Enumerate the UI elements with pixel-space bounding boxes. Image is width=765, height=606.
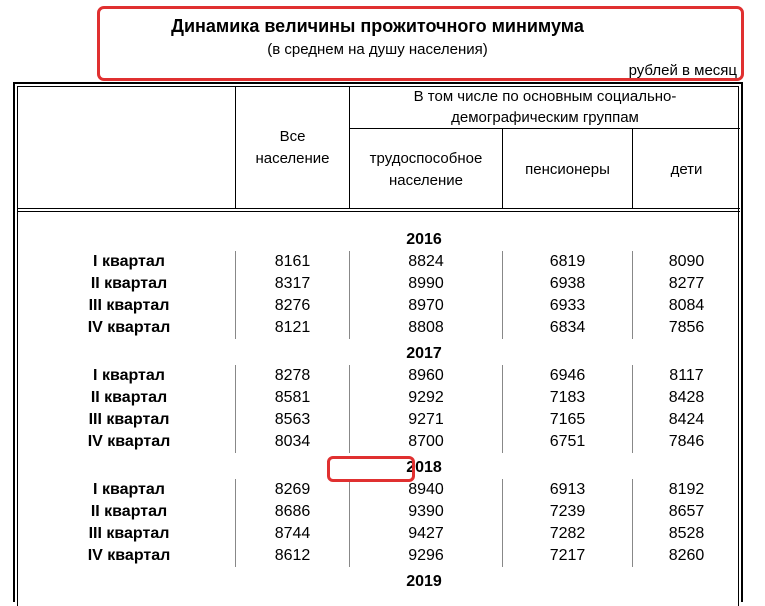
cell-children: 7856	[668, 319, 705, 336]
cell-children: 7846	[668, 433, 705, 450]
row-label: II квартал	[90, 389, 168, 406]
col-header-children: дети	[670, 161, 703, 178]
cell-all: 8269	[274, 481, 311, 498]
row-label: III квартал	[88, 297, 170, 314]
cell-children: 8657	[668, 503, 705, 520]
body-col-divider	[349, 479, 350, 567]
cell-pensioners: 6834	[549, 319, 586, 336]
row-label: I квартал	[93, 481, 165, 498]
year-heading: 2016	[406, 231, 442, 248]
cell-children: 8277	[668, 275, 705, 292]
header-bottom-line-2	[17, 211, 740, 212]
col-header-working-line1: трудоспособное	[369, 150, 483, 167]
cell-all: 8317	[274, 275, 311, 292]
row-label: II квартал	[90, 275, 168, 292]
col-header-all-line2: население	[255, 150, 330, 167]
body-col-divider	[502, 251, 503, 339]
cell-pensioners: 6938	[549, 275, 586, 292]
body-col-divider	[235, 251, 236, 339]
col-header-working	[350, 148, 502, 192]
cell-children: 8084	[668, 297, 705, 314]
cell-working: 8990	[408, 275, 444, 292]
cell-all: 8581	[274, 389, 311, 406]
table-subtitle: (в среднем на душу населения)	[267, 41, 488, 58]
year-heading: 2017	[406, 345, 442, 362]
cell-pensioners: 7183	[549, 389, 586, 406]
cell-children: 8117	[669, 367, 704, 384]
body-col-divider	[502, 365, 503, 453]
cell-working: 9390	[408, 503, 444, 520]
cell-pensioners: 6933	[549, 297, 586, 314]
year-heading: 2018	[406, 459, 442, 476]
row-label: II квартал	[90, 503, 168, 520]
col-header-groups-line2: демографическим группам	[451, 109, 639, 126]
body-col-divider	[632, 251, 633, 339]
col-header-working-line2: население	[388, 172, 464, 189]
cell-working: 9427	[408, 525, 444, 542]
row-label: IV квартал	[87, 547, 171, 564]
cell-working: 8960	[408, 367, 444, 384]
col-header-all-line1: Все	[279, 128, 306, 145]
cell-pensioners: 7217	[549, 547, 586, 564]
cell-pensioners: 6751	[549, 433, 586, 450]
cell-working: 8824	[408, 253, 444, 270]
year-highlight	[327, 456, 415, 482]
cell-working: 9271	[408, 411, 444, 428]
row-label: III квартал	[88, 411, 170, 428]
cell-all: 8744	[274, 525, 311, 542]
col-header-groups-line1: В том числе по основным социально-	[413, 88, 677, 105]
cell-all: 8612	[274, 547, 311, 564]
body-col-divider	[235, 365, 236, 453]
body-col-divider	[632, 479, 633, 567]
cell-working: 8808	[408, 319, 444, 336]
cell-pensioners: 6819	[549, 253, 586, 270]
col-header-pensioners: пенсионеры	[525, 161, 610, 178]
cell-all: 8276	[274, 297, 311, 314]
col-header-all	[236, 126, 349, 170]
cell-all: 8563	[274, 411, 311, 428]
body-col-divider	[632, 365, 633, 453]
col-header-groups	[350, 86, 740, 128]
body-col-divider	[349, 365, 350, 453]
cell-children: 8428	[668, 389, 705, 406]
cell-working: 9296	[408, 547, 444, 564]
cell-working: 8970	[408, 297, 444, 314]
body-col-divider	[235, 479, 236, 567]
cell-working: 8700	[408, 433, 444, 450]
cell-all: 8278	[274, 367, 311, 384]
year-heading: 2019	[406, 573, 442, 590]
cell-pensioners: 7239	[549, 503, 586, 520]
cell-working: 9292	[408, 389, 444, 406]
table-title: Динамика величины прожиточного минимума	[171, 16, 584, 36]
header-group-divider	[349, 128, 740, 129]
cell-all: 8034	[274, 433, 311, 450]
cell-all: 8686	[274, 503, 311, 520]
cell-pensioners: 7282	[549, 525, 586, 542]
units-label: рублей в месяц	[628, 62, 737, 79]
row-label: IV квартал	[87, 433, 171, 450]
body-col-divider	[502, 479, 503, 567]
body-col-divider	[349, 251, 350, 339]
cell-all: 8161	[274, 253, 311, 270]
row-label: I квартал	[93, 367, 165, 384]
cell-pensioners: 6913	[549, 481, 586, 498]
row-label: III квартал	[88, 525, 170, 542]
cell-children: 8192	[668, 481, 705, 498]
cell-children: 8528	[668, 525, 705, 542]
header-bottom-line-1	[17, 208, 740, 209]
cell-children: 8090	[668, 253, 705, 270]
cell-children: 8424	[668, 411, 705, 428]
cell-children: 8260	[668, 547, 705, 564]
cell-pensioners: 7165	[549, 411, 586, 428]
cell-pensioners: 6946	[549, 367, 586, 384]
row-label: I квартал	[93, 253, 165, 270]
row-label: IV квартал	[87, 319, 171, 336]
cell-all: 8121	[274, 319, 311, 336]
cell-working: 8940	[408, 481, 444, 498]
